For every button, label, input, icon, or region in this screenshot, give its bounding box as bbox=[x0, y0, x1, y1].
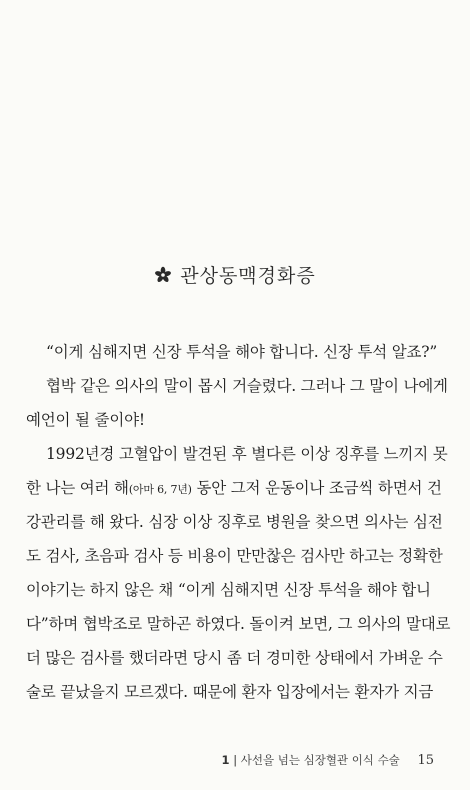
section-title: 관상동맥경화증 bbox=[180, 265, 316, 287]
body-text: 술로 끝났을지 모르겠다. 때문에 환자 입장에서는 환자가 지금 bbox=[26, 683, 434, 701]
page-footer bbox=[222, 752, 434, 768]
chapter-title: | 사선을 넘는 심장혈관 이식 수술 bbox=[233, 753, 400, 767]
body-text: 예언이 될 줄이야! bbox=[26, 411, 145, 429]
body-text: 다”하며 협박조로 말하곤 하였다. 돌이켜 보면, 그 의사의 말대로 bbox=[26, 615, 451, 633]
section-heading bbox=[0, 264, 470, 288]
body-text: 강관리를 해 왔다. 심장 이상 징후로 병원을 찾으면 의사는 심전 bbox=[26, 513, 443, 531]
body-text: 더 많은 검사를 했더라면 당시 좀 더 경미한 상태에서 가벼운 수 bbox=[26, 649, 443, 667]
body-text: “이게 심해지면 신장 투석을 해야 합니다. 신장 투석 알죠?” bbox=[46, 343, 438, 361]
body-text-group bbox=[26, 478, 442, 500]
body-text: 동안 그저 운동이나 조금씩 하면서 건 bbox=[191, 479, 442, 497]
body-text: 한 나는 여러 해 bbox=[26, 479, 129, 497]
flower-icon bbox=[154, 266, 172, 284]
page-number: 15 bbox=[417, 753, 434, 768]
body-text: 협박 같은 의사의 말이 몹시 거슬렸다. 그러나 그 말이 나에게 bbox=[46, 377, 448, 395]
body-text: 1992년경 고혈압이 발견된 후 별다른 이상 징후를 느끼지 못 bbox=[46, 445, 448, 463]
parenthetical-note: (아마 6, 7년) bbox=[128, 483, 192, 496]
chapter-number: 1 bbox=[221, 753, 230, 767]
body-text: 도 검사, 초음파 검사 등 비용이 만만찮은 검사만 하고는 정확한 bbox=[26, 547, 443, 565]
body-text: 이야기는 하지 않은 채 “이게 심해지면 신장 투석을 해야 합니 bbox=[26, 581, 431, 599]
